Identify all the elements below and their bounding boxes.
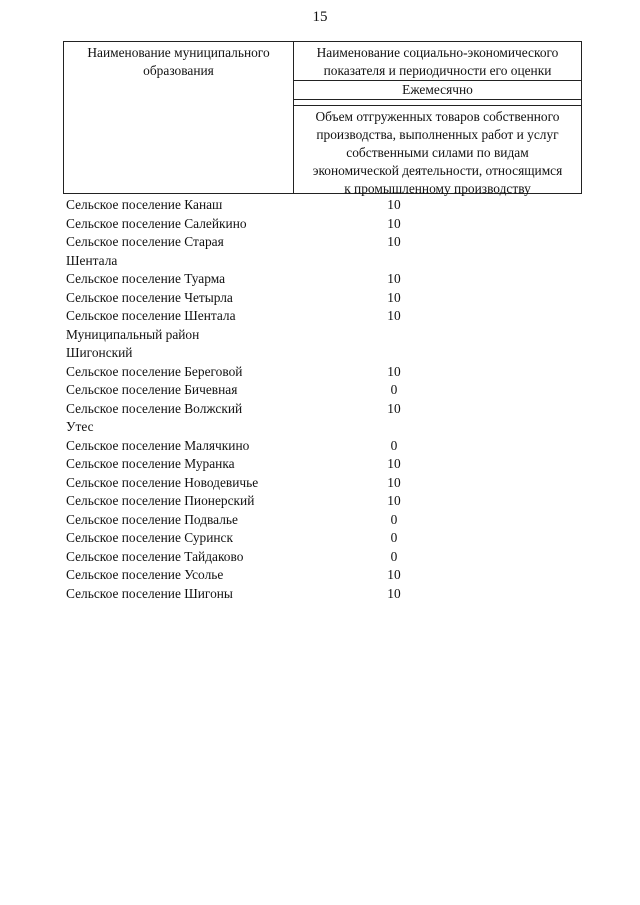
municipality-name-line: Сельское поселение Новодевичье	[66, 474, 259, 490]
indicator-value: 10	[387, 456, 401, 471]
indicator-value: 0	[390, 437, 398, 453]
municipality-name	[66, 585, 292, 604]
municipality-name-line: Сельское поселение Шигоны	[66, 585, 233, 601]
indicator-value: 10	[387, 197, 401, 212]
header-periodicity-cell: Ежемесячно	[294, 81, 581, 100]
municipality-name-line: Шигонский	[66, 345, 133, 360]
municipality-name-line: Сельское поселение Суринск	[66, 530, 234, 545]
municipality-name	[66, 566, 292, 585]
header-metric-line: к промышленному производству	[344, 181, 531, 196]
indicator-value: 10	[387, 308, 401, 323]
indicator-value: 10	[387, 493, 401, 508]
header-indicator-line: Наименование социально-экономического	[316, 45, 559, 60]
header-indicator-cell	[294, 42, 581, 81]
municipality-name-line: Сельское поселение Канаш	[66, 197, 223, 212]
table-row	[66, 233, 586, 270]
municipality-name-line: Сельское поселение Подвалье	[66, 511, 238, 527]
header-metric-line: Объем отгруженных товаров собственного	[315, 109, 560, 124]
header-municipality-line: образования	[143, 63, 214, 78]
municipality-name	[66, 289, 292, 308]
table-header	[63, 41, 582, 194]
municipality-name-line: Сельское поселение Усолье	[66, 567, 224, 582]
municipality-name-line: Сельское поселение Салейкино	[66, 215, 247, 231]
indicator-value: 10	[387, 474, 401, 490]
municipality-name	[66, 455, 292, 474]
table-row	[66, 511, 586, 530]
municipality-name	[66, 326, 292, 363]
municipality-name	[66, 270, 292, 289]
indicator-value: 0	[390, 382, 398, 397]
indicator-value: 10	[387, 585, 401, 601]
table-row	[66, 196, 586, 215]
indicator-value: 0	[390, 530, 398, 545]
municipality-name-line: Сельское поселение Муранка	[66, 456, 235, 471]
municipality-name-line: Сельское поселение Береговой	[66, 363, 243, 379]
table-row	[66, 215, 586, 234]
municipality-name	[66, 511, 292, 530]
municipality-name-line: Муниципальный район	[66, 326, 200, 342]
municipality-name	[66, 215, 292, 234]
indicator-value: 0	[390, 548, 398, 564]
table-row	[66, 492, 586, 511]
municipality-name-line: Сельское поселение Шентала	[66, 308, 236, 323]
municipality-name	[66, 400, 292, 437]
indicator-value: 10	[387, 234, 401, 249]
municipality-name-line: Сельское поселение Тайдаково	[66, 548, 244, 564]
municipality-name-line: Утес	[66, 419, 94, 434]
municipality-name-line: Шентала	[66, 252, 118, 268]
header-municipality-cell	[64, 42, 294, 193]
header-indicator-line: показателя и периодичности его оценки	[323, 63, 552, 78]
indicator-value: 10	[387, 567, 401, 582]
municipality-name	[66, 307, 292, 326]
municipality-name-line: Сельское поселение Старая	[66, 234, 224, 249]
table-row	[66, 289, 586, 308]
header-indicator-column	[294, 42, 581, 196]
header-municipality-line: Наименование муниципального	[87, 45, 270, 60]
table-row	[66, 307, 586, 326]
table-row	[66, 400, 586, 437]
municipality-name	[66, 474, 292, 493]
header-metric-line: экономической деятельности, относящимся	[312, 163, 563, 178]
table-row	[66, 566, 586, 585]
municipality-name-line: Сельское поселение Волжский	[66, 400, 243, 416]
table-row	[66, 455, 586, 474]
page-number: 15	[312, 9, 328, 25]
indicator-value: 10	[387, 363, 401, 379]
header-metric-line: производства, выполненных работ и услуг	[316, 127, 559, 142]
indicator-value: 0	[390, 511, 398, 527]
table-row	[66, 529, 586, 548]
indicator-value: 10	[387, 289, 401, 305]
municipality-name	[66, 529, 292, 548]
municipality-name	[66, 233, 292, 270]
municipality-name-line: Сельское поселение Четырла	[66, 289, 233, 305]
municipality-name-line: Сельское поселение Туарма	[66, 271, 226, 286]
municipality-name-line: Сельское поселение Бичевная	[66, 382, 238, 397]
table-row	[66, 474, 586, 493]
table-row	[66, 548, 586, 567]
header-metric-line: собственными силами по видам	[346, 145, 529, 160]
municipality-name	[66, 548, 292, 567]
municipality-name	[66, 492, 292, 511]
table-row	[66, 381, 586, 400]
table-row	[66, 363, 586, 382]
indicator-value: 10	[387, 215, 401, 231]
municipality-name	[66, 196, 292, 215]
header-metric-cell	[294, 106, 581, 198]
indicator-value: 10	[387, 271, 401, 286]
municipality-name	[66, 363, 292, 382]
municipality-name	[66, 381, 292, 400]
table-row	[66, 270, 586, 289]
municipality-name-line: Сельское поселение Малячкино	[66, 437, 250, 453]
table-row	[66, 585, 586, 604]
data-rows	[66, 196, 586, 603]
table-row	[66, 326, 586, 363]
indicator-value	[324, 326, 464, 363]
indicator-value: 10	[387, 400, 401, 416]
table-row	[66, 437, 586, 456]
municipality-name-line: Сельское поселение Пионерский	[66, 493, 255, 508]
municipality-name	[66, 437, 292, 456]
